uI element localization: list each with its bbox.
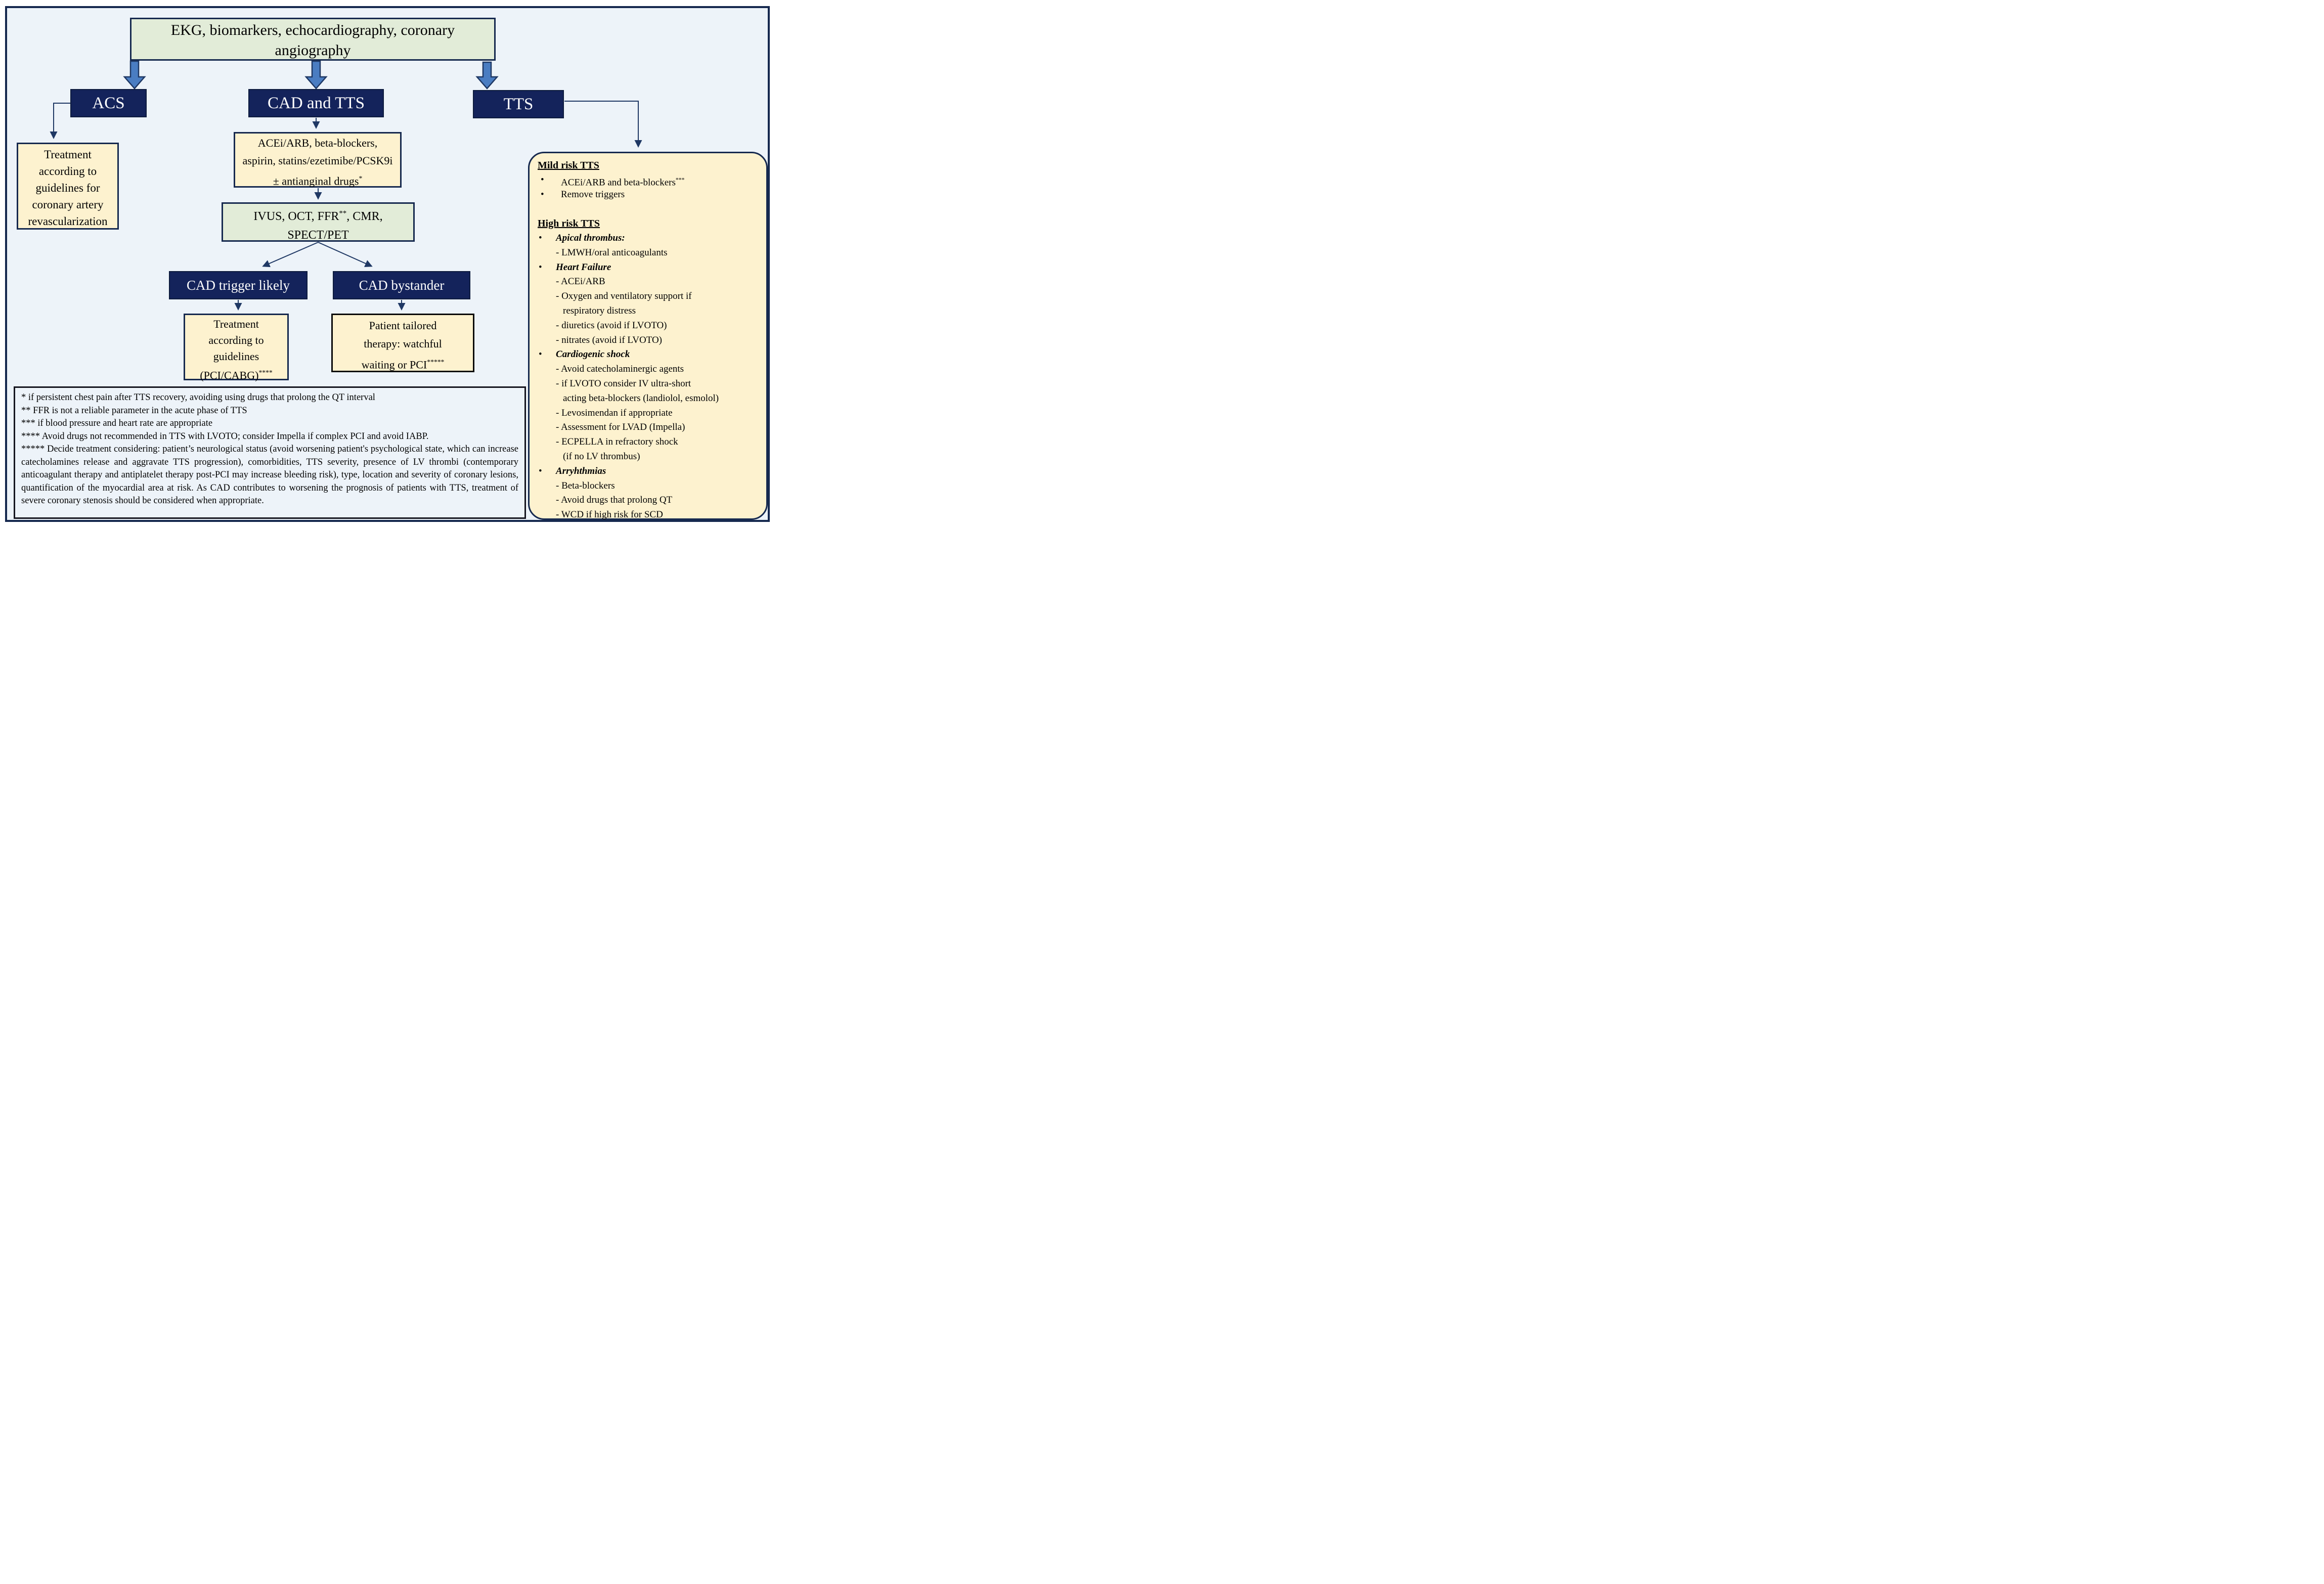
medical-therapy-line: aspirin, statins/ezetimibe/PCSK9i [242,154,393,167]
acs-treatment-line: guidelines for [35,182,100,194]
cad-trigger-box [169,271,308,299]
panel-line: - if LVOTO consider IV ultra-short [556,378,691,389]
tts-label: TTS [503,95,534,113]
panel-line: - Oxygen and ventilatory support if [556,291,692,302]
panel-line: • ACEi/ARB and beta-blockers*** [538,173,761,188]
tts-cad-flowchart [0,0,775,528]
cad-bystander-label: CAD bystander [359,277,445,293]
footnote-marker: * [359,174,363,182]
trigger-treatment-line: according to [208,334,264,346]
footnote-line: *** if blood pressure and heart rate are appropriate [21,418,213,428]
bystander-treatment-line: therapy: watchful [364,337,442,350]
panel-line: - WCD if high risk for SCD [556,509,663,520]
bystander-treatment-line: waiting or PCI***** [361,358,445,371]
panel-line: - Avoid catecholaminergic agents [556,364,684,375]
panel-line: - Assessment for LVAD (Impella) [556,422,685,433]
imaging-box [222,202,415,242]
panel-line: (if no LV thrombus) [563,451,640,462]
bystander-treatment-line: Patient tailored [369,319,437,332]
acs-treatment-line: coronary artery [32,198,104,211]
acs-treatment-line: Treatment [44,148,92,161]
trigger-treatment-box [184,314,289,380]
footnote-marker: *** [675,176,685,183]
panel-line: - ACEi/ARB [556,276,605,287]
panel-line: - nitrates (avoid if LVOTO) [556,334,663,345]
acs-box [70,89,147,117]
panel-line: - Avoid drugs that prolong QT [556,495,673,506]
medical-therapy-line: ± antianginal drugs* [273,174,363,188]
footnotes-box [14,386,526,519]
footnote-line: ** FFR is not a reliable parameter in the acute phase of TTS [21,405,247,416]
panel-line: • Heart Failure [538,260,761,275]
panel-line: - Levosimendan if appropriate [556,407,673,418]
footnote-marker: ** [339,209,347,217]
panel-heading: Mild risk TTS [538,160,599,171]
cad-trigger-label: CAD trigger likely [187,277,290,293]
imaging-line: IVUS, OCT, FFR**, CMR, [253,209,383,223]
panel-line: - diuretics (avoid if LVOTO) [556,320,667,331]
bystander-treatment-box [331,314,474,372]
panel-line: • Arryhthmias [538,464,761,479]
footnote-marker: **** [258,369,273,376]
diagnostics-line: EKG, biomarkers, echocardiography, coronary [170,22,455,38]
panel-line: - Beta-blockers [556,480,615,491]
trigger-treatment-line: guidelines [213,350,259,363]
diagnostics-box [130,18,496,61]
medical-therapy-box [234,132,402,188]
acs-treatment-line: revascularization [28,215,108,228]
acs-treatment-box [17,143,119,230]
diagnostics-line: angiography [275,42,351,59]
acs-label: ACS [92,94,125,112]
footnote-marker: ***** [427,358,445,366]
cad-bystander-box [333,271,470,299]
panel-line: • Apical thrombus: [538,231,761,246]
cad-and-tts-label: CAD and TTS [268,94,365,112]
panel-line: respiratory distress [563,305,636,316]
cad-and-tts-box [248,89,384,117]
tts-management-panel [528,152,768,520]
panel-line: - LMWH/oral anticoagulants [556,247,668,258]
footnote-line: * if persistent chest pain after TTS recovery, avoiding using drugs that prolong the QT interval [21,392,375,403]
footnote-paragraph: ***** Decide treatment considering: patient’s neurological status (avoid worsening patient's psychological state, which can increase catecholamines release and aggravate TTS progression), comorbidities, TTS severity, presence of LV thrombi (contemporary anticoagulant therapy and antiplatelet therapy post-PCI may increase bleeding risk), type, location and severity of coronary lesions, quantification of the myocardial area at risk. As CAD contributes to worsening the prognosis of patients with TTS, treatment of severe coronary stenosis should be considered when appropriate. [21,444,518,506]
footnote-line: **** Avoid drugs not recommended in TTS with LVOTO; consider Impella if complex PCI and avoid IABP. [21,431,429,442]
trigger-treatment-line: Treatment [213,318,259,330]
panel-line: • Cardiogenic shock [538,347,761,362]
tts-box [473,90,564,118]
medical-therapy-line: ACEi/ARB, beta-blockers, [257,137,378,149]
panel-line: • Remove triggers [538,188,761,202]
acs-treatment-line: according to [38,165,97,178]
panel-spacer [538,202,761,216]
panel-line: acting beta-blockers (landiolol, esmolol) [563,392,719,404]
panel-line: - ECPELLA in refractory shock [556,436,678,448]
imaging-line: SPECT/PET [287,229,349,242]
trigger-treatment-line: (PCI/CABG)**** [200,369,273,382]
panel-heading: High risk TTS [538,218,600,230]
